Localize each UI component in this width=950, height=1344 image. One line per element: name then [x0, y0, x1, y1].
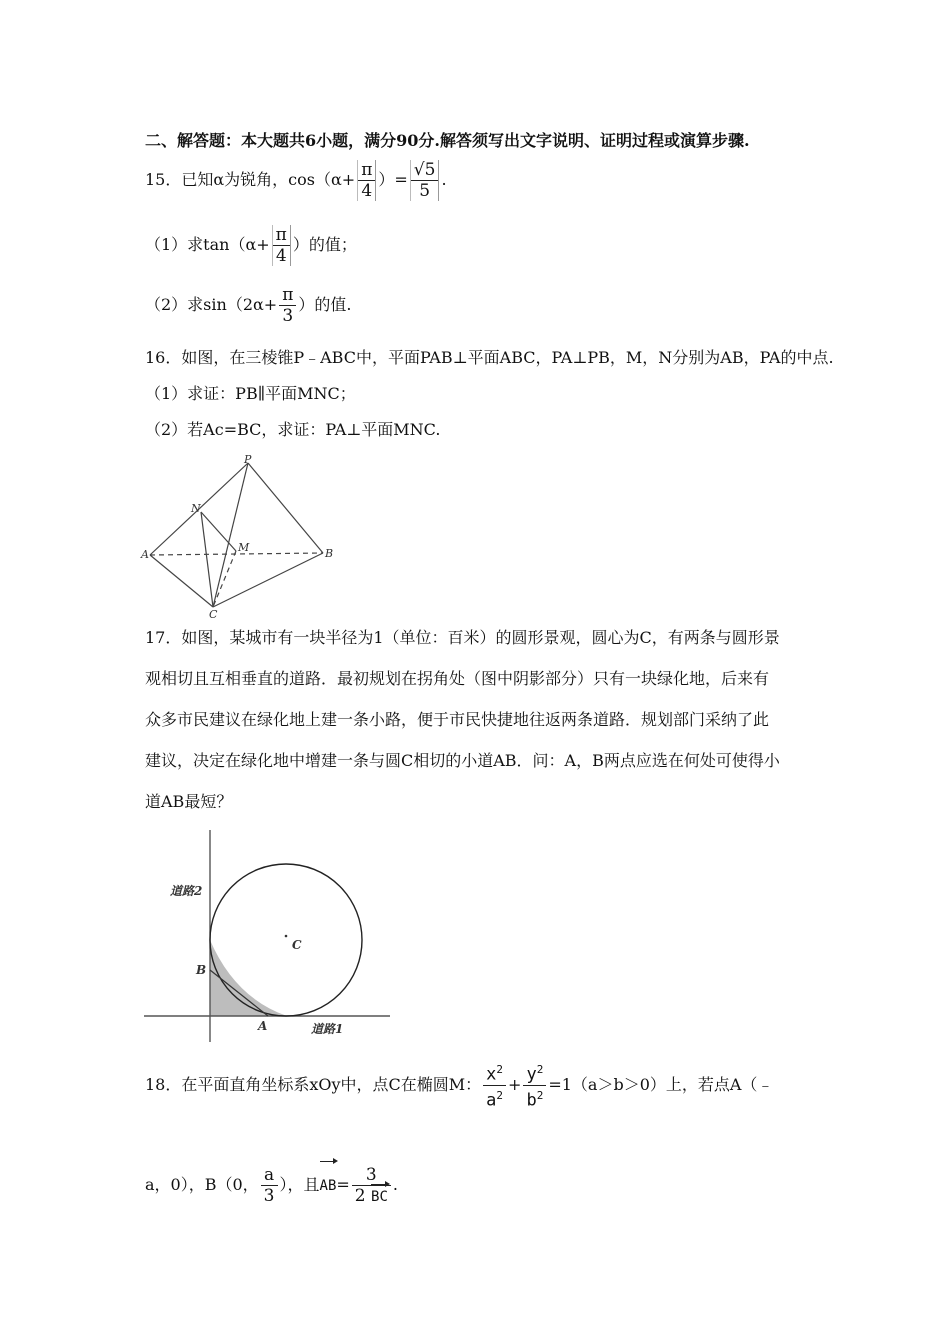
q18-line2-mid: ），且 — [279, 1175, 320, 1194]
q15-frac-pi-4 — [357, 160, 376, 201]
a-var: a — [486, 1090, 497, 1111]
circle-figure — [140, 828, 395, 1046]
frac-num: π — [282, 285, 294, 305]
den-2: 2 — [354, 1185, 366, 1206]
vector-bc: BC — [371, 1188, 388, 1205]
q18-frac-x2-a2 — [483, 1060, 506, 1110]
q15-part2 — [145, 285, 352, 326]
exp: 2 — [496, 1063, 504, 1077]
q15-stem-prefix: 15．已知α为锐角，cos（α+ — [145, 170, 356, 189]
q17-line-5: 道AB最短？ — [145, 792, 233, 811]
exp: 2 — [536, 1089, 544, 1102]
frac-den: 3 — [279, 305, 296, 326]
edge-AB-hidden — [150, 553, 323, 555]
label-C: C — [209, 608, 218, 620]
q18-frac-a-3 — [261, 1165, 278, 1206]
q17-line-1: 17．如图，某城市有一块半径为1（单位：百米）的圆形景观，圆心为C，有两条与圆形景 — [145, 628, 780, 647]
frac-num: 3 — [365, 1164, 377, 1185]
edge-AC — [150, 555, 213, 607]
frac-num: π — [361, 160, 373, 180]
center-dot — [285, 935, 288, 938]
green-area — [210, 940, 287, 1016]
frac-den: 5 — [411, 180, 439, 201]
q15-frac-sqrt5-5 — [410, 160, 440, 201]
q16-stem: 16．如图，在三棱锥P﹣ABC中，平面PAB⊥平面ABC，PA⊥PB，M，N分别为AB，PA的中点. — [145, 348, 834, 367]
q15-part1 — [145, 225, 357, 266]
edge-NC — [201, 512, 213, 607]
label-N: N — [191, 502, 201, 515]
label-b: B — [196, 963, 207, 977]
b-var: b — [526, 1090, 537, 1111]
label-a: A — [258, 1019, 268, 1033]
edge-PB — [248, 463, 323, 553]
equals-sign: = — [336, 1175, 350, 1194]
q15-part2-frac-pi-3 — [279, 285, 296, 326]
q18-line1-prefix: 18．在平面直角坐标系xOy中，点C在椭圆M： — [145, 1075, 482, 1094]
exp: 2 — [496, 1089, 504, 1102]
frac-num: a — [264, 1165, 275, 1185]
frac-den: 4 — [273, 245, 290, 266]
edge-PC — [213, 463, 248, 607]
frac-den — [352, 1185, 391, 1207]
label-road2: 道路2 — [170, 884, 203, 898]
label-P: P — [244, 455, 252, 466]
x-var: x — [486, 1065, 497, 1085]
frac-den: 4 — [358, 180, 375, 201]
q18-frac-3-2bc — [352, 1165, 391, 1207]
label-B: B — [325, 547, 334, 560]
q18-line-1 — [145, 1060, 773, 1111]
q18-line2-prefix: a，0），B（0， — [145, 1175, 259, 1194]
q18-line-2 — [145, 1163, 398, 1208]
q15-stem — [145, 160, 447, 201]
pyramid-figure — [140, 455, 340, 620]
q17-line-3: 众多市民建议在绿化地上建一条小路，便于市民快捷地往返两条道路．规划部门采纳了此 — [145, 710, 770, 729]
q17-line-2: 观相切且互相垂直的道路．最初规划在拐角处（图中阴影部分）只有一块绿化地，后来有 — [145, 669, 770, 688]
frac-den — [483, 1085, 506, 1111]
q15-part2-prefix: （2）求sin（2α+ — [145, 295, 278, 314]
q18-line1-suffix: =1（a＞b＞0）上，若点A（﹣ — [548, 1075, 774, 1094]
q15-part1-prefix: （1）求tan（α+ — [145, 235, 270, 254]
q15-stem-end: . — [441, 170, 447, 189]
q15-part1-frac-pi-4 — [272, 225, 291, 266]
frac-num: π — [275, 225, 287, 245]
label-road1: 道路1 — [311, 1022, 344, 1036]
frac-num: √5 — [413, 160, 436, 180]
label-A: A — [141, 548, 149, 561]
frac-num — [483, 1060, 506, 1085]
frac-num — [523, 1060, 546, 1085]
label-c: C — [292, 938, 302, 952]
plus-sign: + — [508, 1075, 522, 1094]
q15-part1-suffix: ）的值； — [292, 235, 357, 254]
q18-line2-end: . — [392, 1175, 398, 1194]
vector-ab: AB — [320, 1164, 337, 1208]
q15-part2-suffix: ）的值. — [298, 295, 352, 314]
y-var: y — [526, 1065, 537, 1085]
q18-frac-y2-b2 — [523, 1060, 546, 1110]
q15-stem-mid: ）= — [378, 170, 408, 189]
q17-line-4: 建议，决定在绿化地中增建一条与圆C相切的小道AB．问：A，B两点应选在何处可使得小 — [145, 751, 780, 770]
exp: 2 — [536, 1063, 544, 1077]
label-M: M — [238, 541, 250, 554]
q16-part1: （1）求证：PB∥平面MNC； — [145, 384, 356, 403]
edge-CB — [213, 553, 323, 607]
section-heading: 二、解答题：本大题共6小题，满分90分.解答须写出文字说明、证明过程或演算步骤. — [145, 131, 750, 150]
q16-part2: （2）若Ac=BC，求证：PA⊥平面MNC. — [145, 420, 441, 439]
frac-den: 3 — [261, 1185, 278, 1206]
frac-den — [523, 1085, 546, 1111]
